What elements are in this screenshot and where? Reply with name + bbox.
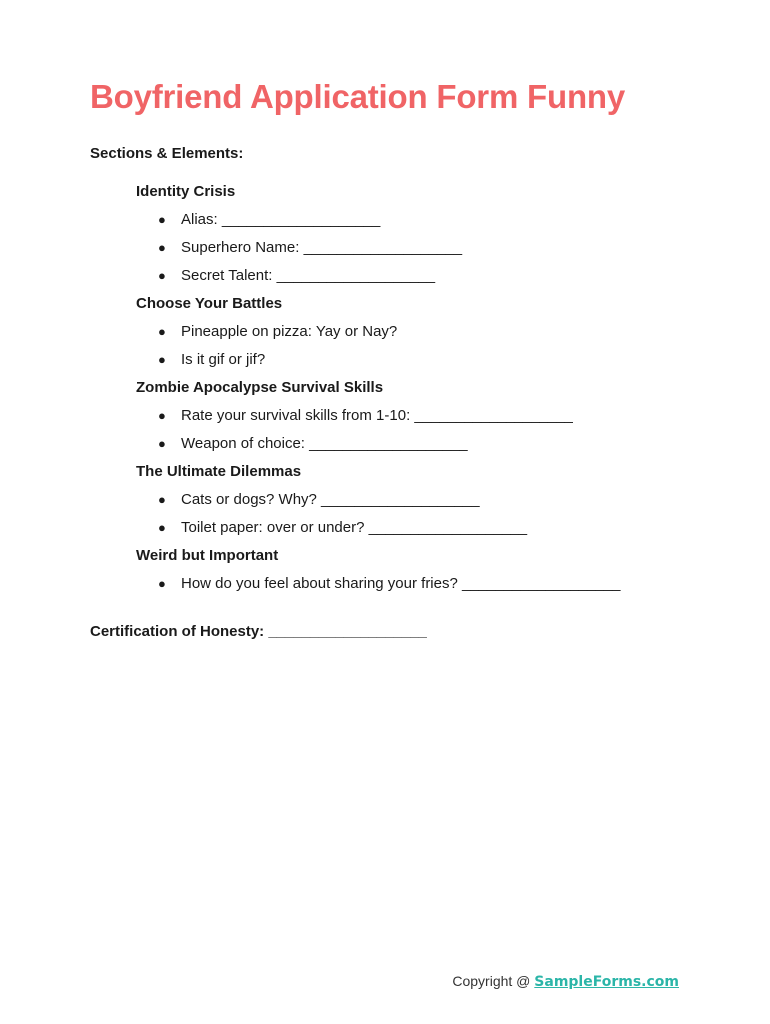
list-item-text: Superhero Name: ___________________	[181, 239, 463, 256]
list-item	[136, 430, 696, 458]
brand-link[interactable]: SampleForms.com	[534, 974, 679, 990]
list-item	[136, 234, 696, 262]
bullet-icon: ●	[158, 324, 166, 339]
sections-list	[136, 178, 696, 598]
list-item	[136, 318, 696, 346]
list-item	[136, 486, 696, 514]
list-item	[136, 262, 696, 290]
page-title: Boyfriend Application Form Funny	[90, 78, 626, 115]
copyright-footer	[452, 973, 679, 990]
bullet-icon: ●	[158, 268, 166, 283]
list-item-text: How do you feel about sharing your fries? ___________________	[181, 575, 621, 592]
certification-line: Certification of Honesty: ___________________	[90, 623, 427, 640]
bullet-icon: ●	[158, 212, 166, 227]
bullet-icon: ●	[158, 436, 166, 451]
section-title-identity-crisis: Identity Crisis	[136, 183, 236, 200]
list-item	[136, 206, 696, 234]
list-item-text: Cats or dogs? Why? ___________________	[181, 491, 480, 508]
section-title-weird-but-important: Weird but Important	[136, 547, 279, 564]
list-item-text: Is it gif or jif?	[181, 351, 266, 368]
bullet-icon: ●	[158, 492, 166, 507]
bullet-icon: ●	[158, 576, 166, 591]
list-item-text: Rate your survival skills from 1-10: ___________________	[181, 407, 573, 424]
bullet-icon: ●	[158, 408, 166, 423]
sections-heading: Sections & Elements:	[90, 145, 244, 162]
list-item-text: Toilet paper: over or under? ___________________	[181, 519, 528, 536]
list-item-text: Secret Talent: ___________________	[181, 267, 436, 284]
section-title-zombie-apocalypse: Zombie Apocalypse Survival Skills	[136, 379, 384, 396]
list-item	[136, 514, 696, 542]
list-item-text: Alias: ___________________	[181, 211, 381, 228]
list-item	[136, 346, 696, 374]
copyright-text: Copyright @	[452, 973, 535, 989]
bullet-icon: ●	[158, 240, 166, 255]
list-item	[136, 570, 696, 598]
list-item-text: Weapon of choice: ___________________	[181, 435, 468, 452]
bullet-icon: ●	[158, 520, 166, 535]
list-item-text: Pineapple on pizza: Yay or Nay?	[181, 323, 398, 340]
section-title-ultimate-dilemmas: The Ultimate Dilemmas	[136, 463, 302, 480]
list-item	[136, 402, 696, 430]
bullet-icon: ●	[158, 352, 166, 367]
section-title-choose-your-battles: Choose Your Battles	[136, 295, 283, 312]
